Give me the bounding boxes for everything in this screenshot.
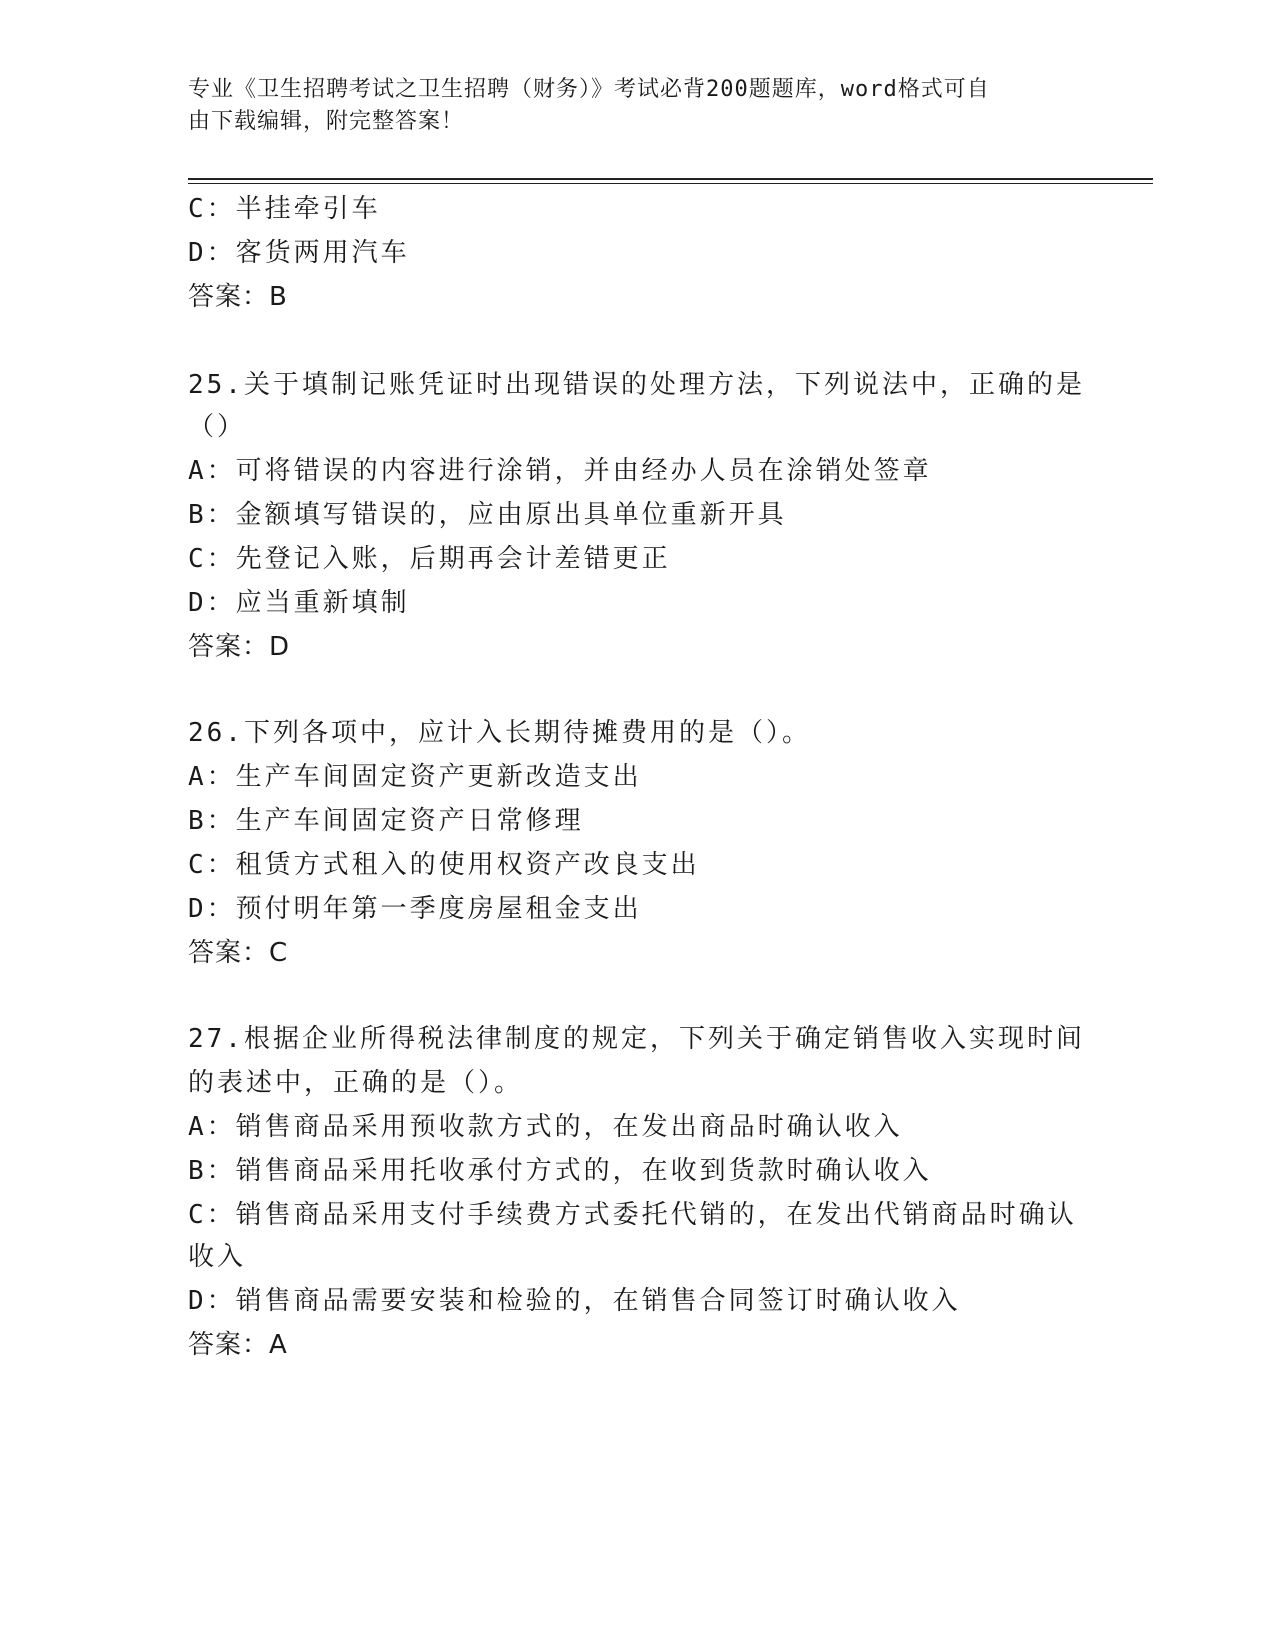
q26-answer: 答案：C — [188, 938, 289, 968]
q25-option-c: C：先登记入账，后期再会计差错更正 — [188, 544, 671, 574]
q27-option-d: D：销售商品需要安装和检验的，在销售合同签订时确认收入 — [188, 1286, 961, 1316]
q24-option-d: D：客货两用汽车 — [188, 238, 410, 268]
q27-answer: 答案：A — [188, 1330, 288, 1360]
header-divider-thick — [188, 178, 1153, 180]
q26-option-c: C：租赁方式租入的使用权资产改良支出 — [188, 850, 700, 880]
q24-answer: 答案：B — [188, 282, 288, 312]
q27-option-c-line-1: C：销售商品采用支付手续费方式委托代销的，在发出代销商品时确认 — [188, 1200, 1077, 1230]
q25-option-b: B：金额填写错误的，应由原出具单位重新开具 — [188, 500, 787, 530]
q27-option-a: A：销售商品采用预收款方式的，在发出商品时确认收入 — [188, 1112, 903, 1142]
q26-stem-line-1: 26.下列各项中，应计入长期待摊费用的是（）。 — [188, 718, 811, 748]
q27-option-c-line-2: 收入 — [188, 1242, 247, 1272]
header-divider-thin — [188, 183, 1153, 184]
q26-option-d: D：预付明年第一季度房屋租金支出 — [188, 894, 642, 924]
q27-option-b: B：销售商品采用托收承付方式的，在收到货款时确认收入 — [188, 1156, 932, 1186]
header-title-line-2: 由下载编辑，附完整答案！ — [188, 109, 465, 134]
header-title-line-1: 专业《卫生招聘考试之卫生招聘（财务）》考试必背200题题库，word格式可自 — [188, 77, 990, 102]
q25-answer: 答案：D — [188, 632, 291, 662]
q25-option-d: D：应当重新填制 — [188, 588, 410, 618]
q27-stem-line-1: 27.根据企业所得税法律制度的规定，下列关于确定销售收入实现时间 — [188, 1024, 1085, 1054]
q25-stem-line-1: 25.关于填制记账凭证时出现错误的处理方法，下列说法中，正确的是 — [188, 370, 1085, 400]
q26-option-b: B：生产车间固定资产日常修理 — [188, 806, 584, 836]
document-header — [188, 74, 1068, 138]
q24-option-c: C：半挂牵引车 — [188, 194, 381, 224]
q26-option-a: A：生产车间固定资产更新改造支出 — [188, 762, 642, 792]
q27-stem-line-2: 的表述中，正确的是（）。 — [188, 1068, 524, 1098]
q25-option-a: A：可将错误的内容进行涂销，并由经办人员在涂销处签章 — [188, 456, 932, 486]
q25-stem-line-2: （） — [188, 412, 247, 442]
